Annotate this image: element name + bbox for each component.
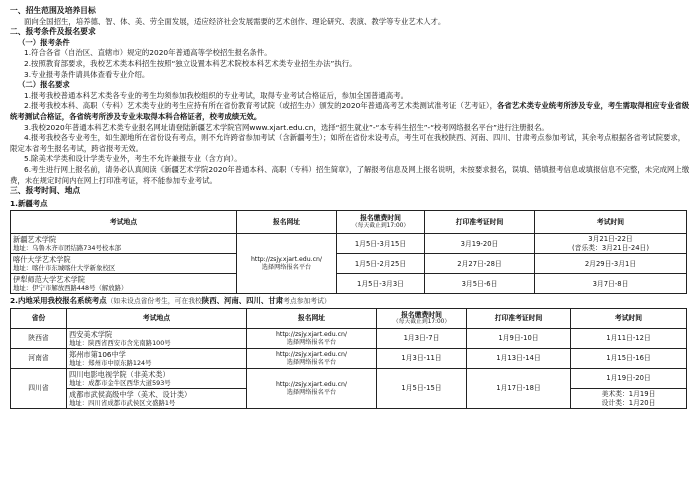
province-cell: 四川省	[11, 369, 67, 409]
header-url: 报名网址	[247, 309, 377, 329]
subsection-a-title: （一）报考条件	[18, 37, 70, 47]
xinjiang-sites-title: 1.新疆考点	[10, 198, 48, 208]
section-2-title: 二、报考条件及报名要求	[10, 27, 96, 37]
print-time: 1月9日-10日	[467, 329, 571, 349]
pay-time: 1月3日-11日	[377, 349, 467, 369]
site-cell	[67, 369, 247, 389]
requirement-6: 6.考生进行网上报名前，请务必认真阅读《新疆艺术学院2020年普通本科、高职（专科）招生简章》，了解报考信息及网上报名说明，未按要求报名，误填、错填报考信息或填报信息不完整，未完成网上缴费，未在规定时间内在网上打印准考证，将不能参加专业考试。	[10, 164, 690, 185]
site-cell	[11, 274, 237, 294]
exam-time	[571, 389, 687, 409]
exam-time: 1月15日-16日	[571, 349, 687, 369]
requirement-5: 5.除美术学类和设计学类专业外，考生不允许兼报专业（含方向）。	[24, 154, 242, 164]
site-cell	[67, 329, 247, 349]
condition-3: 3.专业报考条件请具体查看专业介绍。	[24, 69, 150, 79]
table-row	[11, 254, 687, 274]
site-name: 四川电影电视学院（非美术类）	[69, 370, 170, 380]
site-address: 地址：伊宁市解放西路448号（解放路）	[13, 284, 128, 293]
province-cell: 陕西省	[11, 329, 67, 349]
header-pay-note: （每天截止到17:00）	[392, 319, 451, 326]
admission-document	[10, 0, 690, 409]
exam-time-main: 3月21日-22日	[588, 235, 633, 244]
header-pay-label: 报名缴费时间	[360, 214, 401, 223]
xinjiang-sites-table	[10, 210, 687, 294]
exam-time: 1月11日-12日	[571, 329, 687, 349]
inland-title-provinces: 陕西、河南、四川、甘肃	[201, 296, 284, 306]
registration-url-note: 选择网络报名平台	[261, 263, 312, 271]
table-row	[11, 349, 687, 369]
site-address: 地址：郑州市中原东路124号	[69, 359, 152, 368]
site-address: 地址：陕西省西安市含光南路100号	[69, 339, 171, 348]
header-pay	[377, 309, 467, 329]
print-time: 1月13日-14日	[467, 349, 571, 369]
requirement-4: 4.报考我校各专业考生，如生源地所在省份设有考点，则不允许跨省参加考试（含新疆考生）；如所在省份未设考点，考生可在我校陕西、河南、四川、甘肃考点参加考试，其余考点根据各省考试院要求，限定本省考生报名考试，跨省报考无效。	[10, 133, 686, 153]
site-name: 伊犁师范大学艺术学院	[13, 275, 85, 285]
registration-url-cell	[247, 329, 377, 349]
condition-2: 2.按照教育部要求，我校艺术类本科招生按照“独立设置本科艺术院校本科艺术类专业招生办法”执行。	[24, 58, 357, 68]
requirement-1: 1.报考我校普通本科艺术类各专业的考生均须参加我校组织的专业考试，取得专业考试合格证后，参加全国普通高考。	[24, 90, 408, 100]
site-address: 地址：喀什市东城喀什大学新象校区	[13, 264, 116, 273]
section-3-title: 三、报考时间、地点	[10, 186, 81, 196]
exam-time-note: (音乐类：3月21日-24日)	[572, 243, 649, 252]
header-url: 报名网址	[237, 211, 337, 234]
requirement-2	[10, 101, 690, 122]
registration-url-cell	[237, 234, 337, 294]
table-header-row	[11, 309, 687, 329]
requirement-2-normal: 2.报考我校本科、高职（专科）艺术类专业的考生应持有所在省份教育考试院（或招生办）颁发的2020年普通高考艺术类测试准考证（艺考证），	[24, 101, 497, 111]
table-row	[11, 329, 687, 349]
site-name: 成都市武侯高级中学（美术、设计类）	[69, 390, 192, 400]
province-cell: 河南省	[11, 349, 67, 369]
requirement-3: 3.我校2020年普通本科艺术类专业报名网址请登陆新疆艺术学院官网www.xjart.edu.cn，选择“招生就业”-“本专科生招生”-“校考网络报名平台”进行注册报名。	[24, 122, 549, 132]
registration-url-note: 选择网络报名平台	[286, 388, 337, 396]
header-exam: 考试时间	[571, 309, 687, 329]
print-time: 2月27日-28日	[425, 254, 535, 274]
table-row	[11, 234, 687, 254]
site-cell	[67, 349, 247, 369]
pay-time: 1月5日-2月25日	[337, 254, 425, 274]
exam-time-design: 设计类：1月20日	[601, 398, 656, 407]
inland-sites-title	[10, 296, 690, 307]
table-header-row	[11, 211, 687, 234]
table-row	[11, 274, 687, 294]
site-name: 西安美术学院	[69, 330, 113, 340]
exam-time-art: 美术类：1月19日	[601, 390, 656, 399]
site-name: 喀什大学艺术学院	[13, 255, 71, 265]
site-address: 地址：四川省成都市武侯区文盛路1号	[69, 399, 176, 408]
inland-title-note-a: （如未设点省份考生，可在我校	[106, 297, 202, 306]
print-time: 3月19-20日	[425, 234, 535, 254]
registration-url-link[interactable]: http://zsjy.xjart.edu.cn/	[275, 350, 348, 358]
registration-url-note: 选择网络报名平台	[286, 338, 337, 346]
inland-title-main: 2.内地采用我校报名系统考点	[10, 296, 107, 306]
section-1-title: 一、招生范围及培养目标	[10, 6, 96, 15]
requirement-2-bold: 各省艺术类专业统考所涉及专业，考生需取得相应专业省级统考测试合格证，各省统考所涉及专业未取得本科合格证者，校考成绩无效。	[10, 101, 690, 121]
pay-time: 1月3日-7日	[377, 329, 467, 349]
pay-time: 1月5日-15日	[377, 369, 467, 409]
header-pay-label: 报名缴费时间	[401, 310, 442, 319]
site-cell	[11, 254, 237, 274]
header-province: 省份	[11, 309, 67, 329]
exam-time: 1月19日-20日	[571, 369, 687, 389]
section-1-text: 面向全国招生，培养德、智、体、美、劳全面发展，适应经济社会发展需要的艺术创作、理论研究、表演、教学等专业艺术人才。	[24, 16, 446, 26]
header-print: 打印准考证时间	[425, 211, 535, 234]
exam-time: 3月7日-8日	[535, 274, 687, 294]
header-pay	[337, 211, 425, 234]
print-time: 3月5日-6日	[425, 274, 535, 294]
site-address: 地址：成都市金牛区西华大道593号	[69, 379, 171, 388]
registration-url-note: 选择网络报名平台	[286, 358, 337, 366]
header-site: 考试地点	[11, 211, 237, 234]
site-name: 郑州市第106中学	[69, 350, 126, 360]
subsection-b-title: （二）报名要求	[18, 80, 70, 90]
inland-title-note-b: 考点参加考试）	[283, 297, 331, 306]
registration-url-cell	[247, 349, 377, 369]
header-exam: 考试时间	[535, 211, 687, 234]
pay-time: 1月5日-3月15日	[337, 234, 425, 254]
pay-time: 1月5日-3月3日	[337, 274, 425, 294]
exam-time	[535, 234, 687, 254]
registration-url-link[interactable]: http://zsjy.xjart.edu.cn/	[275, 330, 348, 338]
site-cell	[67, 389, 247, 409]
print-time: 1月17日-18日	[467, 369, 571, 409]
exam-time: 2月29日-3月1日	[535, 254, 687, 274]
site-name: 新疆艺术学院	[13, 235, 57, 245]
inland-sites-table	[10, 308, 687, 409]
site-cell	[11, 234, 237, 254]
condition-1: 1.符合各省（自治区、直辖市）规定的2020年普通高等学校招生报名条件。	[24, 48, 272, 58]
registration-url-cell	[247, 369, 377, 409]
header-site: 考试地点	[67, 309, 247, 329]
registration-url-link[interactable]: http://zsjy.xjart.edu.cn/	[250, 255, 323, 263]
header-print: 打印准考证时间	[467, 309, 571, 329]
table-row	[11, 369, 687, 389]
registration-url-link[interactable]: http://zsjy.xjart.edu.cn/	[275, 380, 348, 388]
site-address: 地址：乌鲁木齐市团结路734号校本部	[13, 244, 122, 253]
header-pay-note: （每天截止到17:00）	[351, 223, 410, 230]
